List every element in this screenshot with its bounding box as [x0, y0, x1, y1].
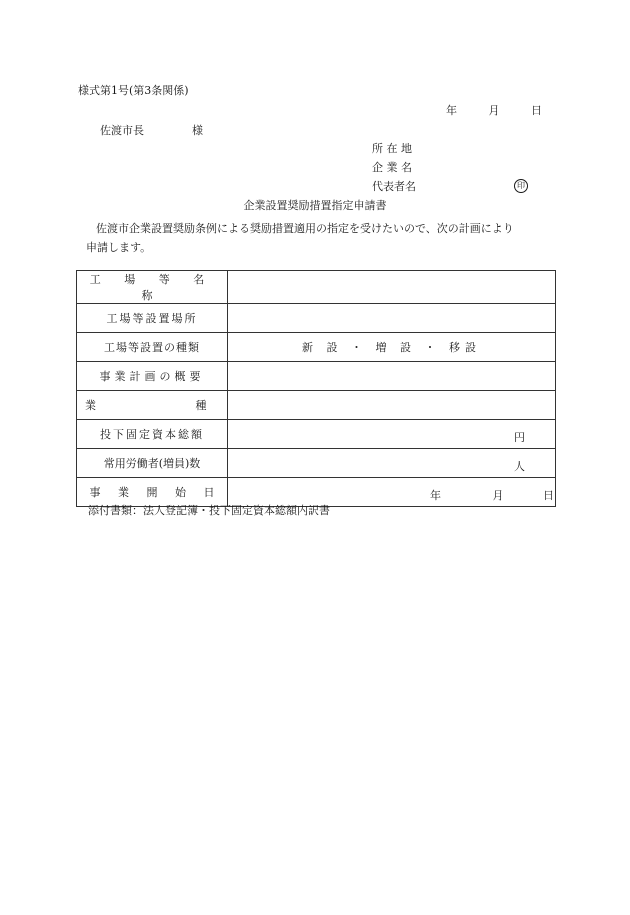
table-row — [77, 333, 556, 362]
applicant-block — [372, 142, 525, 200]
table-row — [77, 362, 556, 391]
form-number: 様式第1号(第3条関係) — [78, 84, 189, 97]
attachments-note: 添付書類：法人登記簿・投下固定資本総額内訳書 — [88, 504, 330, 517]
document-title: 企業設置奨励措置指定申請書 — [243, 199, 387, 212]
capital-total-field[interactable] — [228, 420, 556, 449]
date-day: 日 — [531, 104, 542, 117]
row-label-employees: 常用労働者(増員)数 — [77, 449, 228, 478]
addressee — [100, 125, 203, 136]
start-date — [430, 487, 554, 503]
representative-row — [372, 180, 525, 200]
body-line-1: 佐渡市企業設置奨励条例による奨励措置適用の指定を受けたいので、次の計画により — [96, 222, 514, 235]
yen-unit: 円 — [514, 431, 525, 444]
employees-field[interactable] — [228, 449, 556, 478]
installation-type-options: 新 設 ・ 増 設 ・ 移設 — [302, 341, 481, 354]
start-year: 年 — [430, 489, 441, 502]
start-month: 月 — [492, 489, 504, 502]
table-row — [77, 304, 556, 333]
addressee-honorific: 様 — [192, 124, 203, 137]
row-label-installation-type: 工場等設置の種類 — [77, 333, 228, 362]
industry-field[interactable] — [228, 391, 556, 420]
seal-mark: 印 — [514, 179, 528, 193]
person-unit: 人 — [514, 460, 525, 473]
representative-label: 代表者名 — [372, 180, 416, 193]
row-label-capital-total: 投下固定資本総額 — [77, 420, 228, 449]
address-label: 所 在 地 — [372, 142, 412, 155]
application-date — [446, 105, 542, 116]
facility-location-field[interactable] — [228, 304, 556, 333]
company-label: 企 業 名 — [372, 161, 412, 174]
start-date-field[interactable] — [228, 478, 556, 507]
table-row — [77, 271, 556, 304]
date-year: 年 — [446, 104, 457, 117]
start-day: 日 — [543, 489, 554, 502]
facility-name-field[interactable] — [228, 271, 556, 304]
body-line-2: 申請します。 — [86, 241, 152, 254]
table-row — [77, 478, 556, 507]
application-table — [76, 270, 556, 507]
installation-type-field[interactable] — [228, 333, 556, 362]
plan-overview-field[interactable] — [228, 362, 556, 391]
row-label-facility-location: 工場等設置場所 — [77, 304, 228, 333]
table-row — [77, 420, 556, 449]
addressee-name: 佐渡市長 — [100, 124, 144, 137]
table-row — [77, 449, 556, 478]
row-label-start-date: 事 業 開 始 日 — [77, 478, 228, 507]
body-text — [86, 219, 556, 257]
row-label-plan-overview: 事業計画の概要 — [77, 362, 228, 391]
table-row — [77, 391, 556, 420]
row-label-industry: 業 種 — [77, 391, 228, 420]
row-label-facility-name: 工 場 等 名 称 — [77, 271, 228, 304]
date-month: 月 — [488, 104, 500, 117]
